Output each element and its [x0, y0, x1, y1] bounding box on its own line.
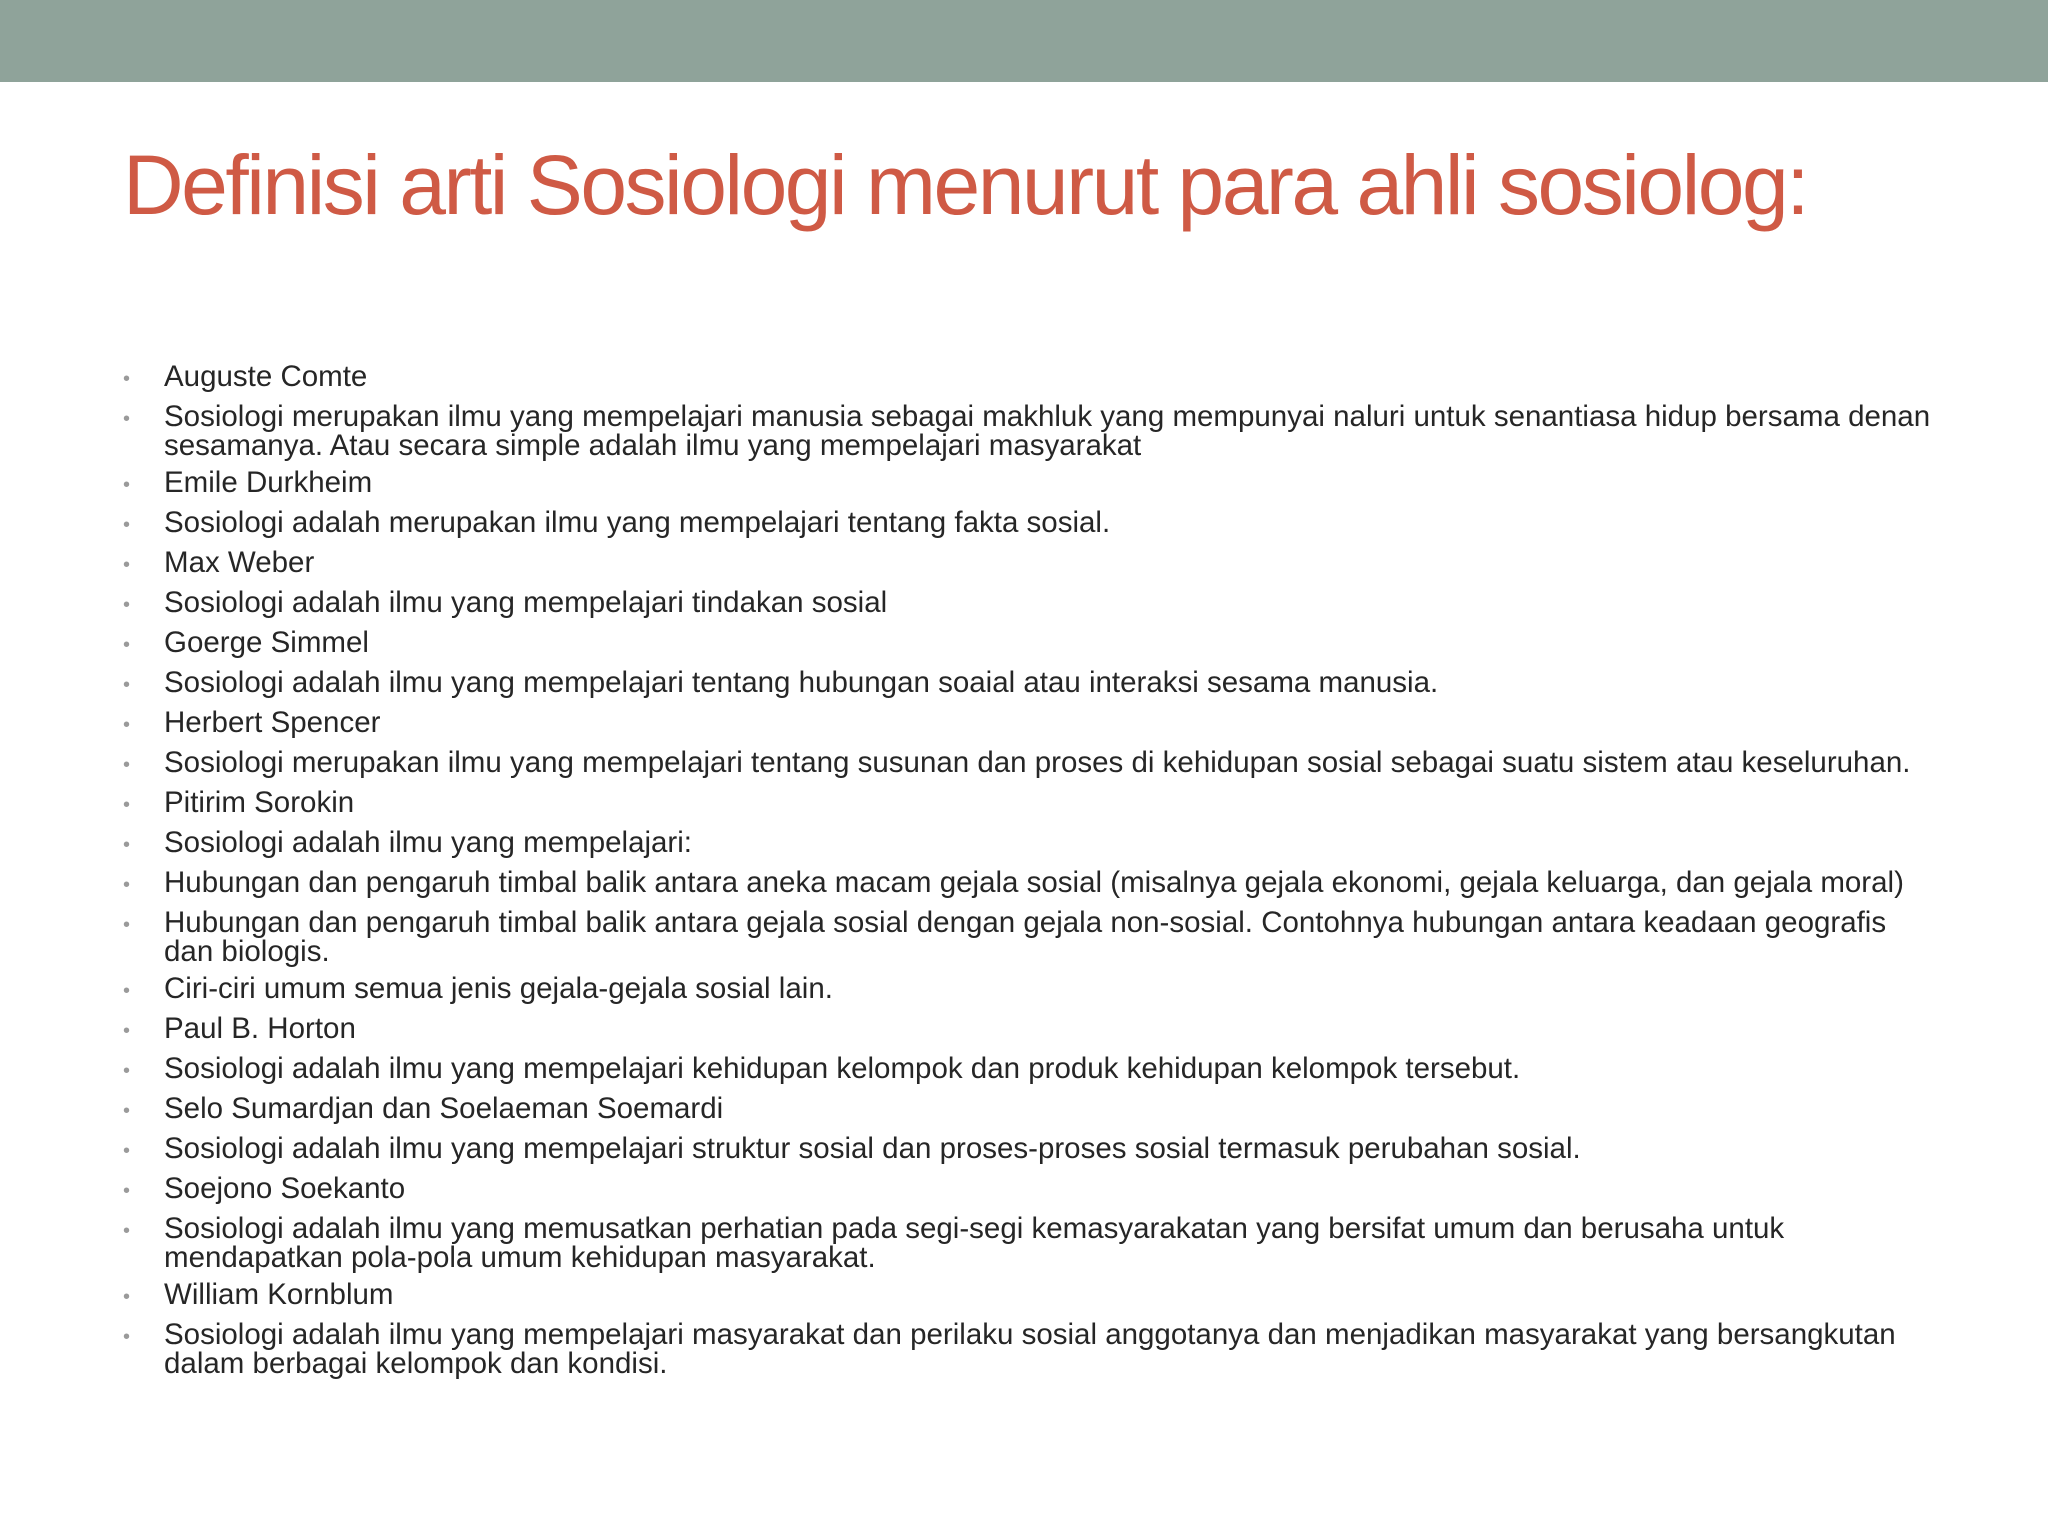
list-item-text: Emile Durkheim: [164, 466, 373, 499]
list-item: [123, 548, 1943, 580]
bullet-dot-icon: •: [123, 714, 131, 736]
list-item: [123, 402, 1943, 460]
bullet-dot-icon: •: [123, 1020, 131, 1042]
list-item: [123, 748, 1943, 780]
bullet-dot-icon: •: [123, 794, 131, 816]
bullet-dot-icon: •: [123, 1326, 131, 1348]
list-item: [123, 1280, 1943, 1312]
list-item-text: Herbert Spencer: [164, 706, 381, 739]
list-item-text: Hubungan dan pengaruh timbal balik antara aneka macam gejala sosial (misalnya gejala ekonomi, gejala keluarga, dan gejala moral): [164, 866, 1904, 899]
bullet-dot-icon: •: [123, 874, 131, 896]
list-item: [123, 908, 1943, 966]
list-item-text: Selo Sumardjan dan Soelaeman Soemardi: [164, 1092, 724, 1125]
list-item-text: Sosiologi adalah ilmu yang memusatkan perhatian pada segi-segi kemasyarakatan yang bersifat umum dan berusaha untuk mendapatkan pola-pola umum kehidupan masyarakat.: [164, 1212, 1785, 1274]
list-item: [123, 974, 1943, 1006]
bullet-dot-icon: •: [123, 834, 131, 856]
list-item: [123, 362, 1943, 394]
bullet-dot-icon: •: [123, 1220, 131, 1242]
list-item: [123, 468, 1943, 500]
bullet-dot-icon: •: [123, 594, 131, 616]
list-item: [123, 1054, 1943, 1086]
list-item-text: Sosiologi adalah ilmu yang mempelajari tentang hubungan soaial atau interaksi sesama manusia.: [164, 666, 1439, 699]
list-item-text: Sosiologi merupakan ilmu yang mempelajari manusia sebagai makhluk yang mempunyai naluri untuk senantiasa hidup bersama denan sesamanya. Atau secara simple adalah ilmu yang mempelajari masyarakat: [164, 400, 1931, 462]
list-item-text: Hubungan dan pengaruh timbal balik antara gejala sosial dengan gejala non-sosial. Contohnya hubungan antara keadaan geografis dan biologis.: [164, 906, 1887, 968]
bullet-dot-icon: •: [123, 634, 131, 656]
list-item: [123, 1320, 1943, 1378]
list-item: [123, 508, 1943, 540]
bullet-dot-icon: •: [123, 514, 131, 536]
bullet-dot-icon: •: [123, 674, 131, 696]
bullet-dot-icon: •: [123, 368, 131, 390]
bullet-dot-icon: •: [123, 1286, 131, 1308]
list-item-text: Sosiologi adalah merupakan ilmu yang mempelajari tentang fakta sosial.: [164, 506, 1111, 539]
list-item-text: Sosiologi adalah ilmu yang mempelajari:: [164, 826, 693, 859]
list-item: [123, 708, 1943, 740]
list-item-text: Sosiologi merupakan ilmu yang mempelajari tentang susunan dan proses di kehidupan sosial sebagai suatu sistem atau keseluruhan.: [164, 746, 1911, 779]
list-item-text: Pitirim Sorokin: [164, 786, 355, 819]
list-item-text: Sosiologi adalah ilmu yang mempelajari struktur sosial dan proses-proses sosial termasuk perubahan sosial.: [164, 1132, 1581, 1165]
bullet-dot-icon: •: [123, 980, 131, 1002]
bullet-dot-icon: •: [123, 754, 131, 776]
bullet-list: [123, 362, 1943, 1378]
list-item: [123, 1174, 1943, 1206]
list-item-text: William Kornblum: [164, 1278, 394, 1311]
bullet-dot-icon: •: [123, 408, 131, 430]
list-item: [123, 1014, 1943, 1046]
list-item: [123, 828, 1943, 860]
list-item: [123, 868, 1943, 900]
bullet-dot-icon: •: [123, 914, 131, 936]
list-item-text: Sosiologi adalah ilmu yang mempelajari tindakan sosial: [164, 586, 888, 619]
list-item-text: Max Weber: [164, 546, 315, 579]
list-item: [123, 668, 1943, 700]
bullet-dot-icon: •: [123, 1140, 131, 1162]
list-item: [123, 1214, 1943, 1272]
list-item: [123, 588, 1943, 620]
bullet-dot-icon: •: [123, 554, 131, 576]
slide-title: Definisi arti Sosiologi menurut para ahli sosiolog:: [123, 138, 1808, 232]
bullet-dot-icon: •: [123, 1060, 131, 1082]
list-item: [123, 1134, 1943, 1166]
list-item-text: Goerge Simmel: [164, 626, 369, 659]
list-item: [123, 1094, 1943, 1126]
list-item-text: Soejono Soekanto: [164, 1172, 406, 1205]
bullet-dot-icon: •: [123, 1180, 131, 1202]
list-item-text: Ciri-ciri umum semua jenis gejala-gejala sosial lain.: [164, 972, 833, 1005]
list-item-text: Sosiologi adalah ilmu yang mempelajari kehidupan kelompok dan produk kehidupan kelompok tersebut.: [164, 1052, 1521, 1085]
bullet-dot-icon: •: [123, 474, 131, 496]
bullet-dot-icon: •: [123, 1100, 131, 1122]
list-item-text: Sosiologi adalah ilmu yang mempelajari masyarakat dan perilaku sosial anggotanya dan menjadikan masyarakat yang bersangkutan dalam berbagai kelompok dan kondisi.: [164, 1318, 1896, 1380]
list-item-text: Paul B. Horton: [164, 1012, 356, 1045]
slide-content: [123, 362, 1943, 1386]
list-item: [123, 628, 1943, 660]
list-item-text: Auguste Comte: [164, 360, 368, 393]
top-accent-bar: [0, 0, 2048, 82]
list-item: [123, 788, 1943, 820]
